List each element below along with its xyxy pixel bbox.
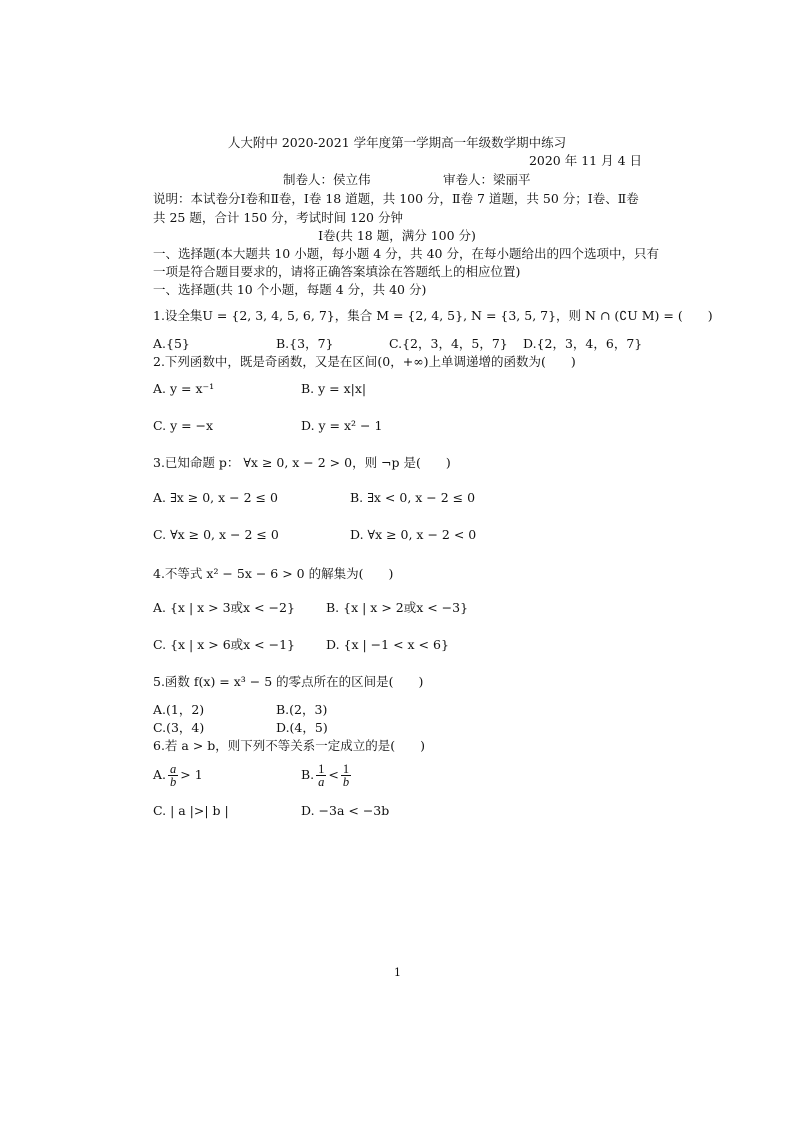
q3-option-a: A. ∃x ≥ 0, x − 2 ≤ 0 (153, 490, 278, 505)
part1-heading-repeat: 一、选择题(共 10 个小题，每题 4 分，共 40 分) (153, 282, 427, 297)
q2-option-b: B. y = x|x| (301, 381, 367, 396)
q1-option-d: D.{2，3，4，6，7} (523, 336, 643, 351)
q5-option-b: B.(2，3) (276, 702, 328, 717)
q4-option-a: A. {x | x > 3或x < −2} (153, 600, 295, 615)
q5-option-c: C.(3，4) (153, 720, 205, 735)
part1-heading-line-1: 一、选择题(本大题共 10 小题，每小题 4 分，共 40 分，在每小题给出的四个选项中，只有 (153, 246, 659, 261)
q5-option-a: A.(1，2) (153, 702, 205, 717)
exam-title: 人大附中 2020-2021 学年度第一学期高一年级数学期中练习 (227, 135, 567, 150)
q6-option-b-denominator-1: a (318, 775, 325, 789)
instructions-line-1: 说明：本试卷分Ⅰ卷和Ⅱ卷，Ⅰ卷 18 道题，共 100 分，Ⅱ卷 7 道题，共 50 分；Ⅰ卷、Ⅱ卷 (153, 191, 639, 206)
q6-option-a (153, 763, 203, 788)
volume-title: Ⅰ卷(共 18 题，满分 100 分) (318, 228, 476, 243)
q6-option-b-prefix: B. (301, 767, 315, 782)
q4-option-c: C. {x | x > 6或x < −1} (153, 637, 295, 652)
q3-option-b: B. ∃x < 0, x − 2 ≤ 0 (350, 490, 476, 505)
q6-option-b-denominator-2: b (342, 775, 350, 789)
q2-stem: 2.下列函数中，既是奇函数，又是在区间(0，+∞)上单调递增的函数为( ) (153, 354, 576, 369)
q3-option-d: D. ∀x ≥ 0, x − 2 < 0 (350, 527, 477, 542)
exam-date: 2020 年 11 月 4 日 (528, 153, 642, 168)
q6-option-a-rest: > 1 (180, 767, 203, 782)
q6-option-a-fraction (168, 763, 178, 788)
q6-option-b-numerator-1: 1 (318, 762, 325, 776)
q2-option-a: A. y = x⁻¹ (153, 381, 215, 396)
q2-option-d: D. y = x² − 1 (301, 418, 383, 433)
q6-stem: 6.若 a > b，则下列不等关系一定成立的是( ) (153, 738, 426, 753)
q3-option-c: C. ∀x ≥ 0, x − 2 ≤ 0 (153, 527, 279, 542)
q5-stem: 5.函数 f(x) = x³ − 5 的零点所在的区间是( ) (153, 674, 424, 689)
q6-option-b-numerator-2: 1 (342, 762, 350, 776)
q6-option-b-fraction-1 (316, 763, 326, 788)
q4-option-b: B. {x | x > 2或x < −3} (326, 600, 469, 615)
q1-stem: 1.设全集U = {2, 3, 4, 5, 6, 7}，集合 M = {2, 4, 5}, N = {3, 5, 7}，则 N ∩ (∁U M) = ( ) (153, 308, 713, 323)
q6-option-a-numerator: a (170, 762, 177, 776)
q6-option-b-operator: < (328, 767, 339, 782)
q6-option-b-fraction-2 (341, 763, 351, 788)
q5-option-d: D.(4，5) (276, 720, 328, 735)
q1-option-a: A.{5} (153, 336, 190, 351)
q6-option-a-denominator: b (170, 775, 177, 789)
maker: 制卷人：侯立伟 (283, 172, 371, 187)
q4-option-d: D. {x | −1 < x < 6} (326, 637, 449, 652)
q1-option-c: C.{2，3，4，5，7} (389, 336, 508, 351)
part1-heading-line-2: 一项是符合题目要求的，请将正确答案填涂在答题纸上的相应位置) (153, 264, 521, 279)
q6-option-b (301, 763, 353, 788)
instructions-line-2: 共 25 题，合计 150 分，考试时间 120 分钟 (153, 210, 403, 225)
q2-option-c: C. y = −x (153, 418, 214, 433)
q6-option-a-prefix: A. (153, 767, 167, 782)
q4-stem: 4.不等式 x² − 5x − 6 > 0 的解集为( ) (153, 566, 394, 581)
q1-option-b: B.{3，7} (276, 336, 334, 351)
q6-option-d: D. −3a < −3b (301, 803, 390, 818)
q6-option-c: C. | a |>| b | (153, 803, 229, 818)
reviewer: 审卷人：梁丽平 (443, 172, 531, 187)
page-number: 1 (394, 966, 401, 979)
q3-stem: 3.已知命题 p： ∀x ≥ 0, x − 2 > 0，则 ¬p 是( ) (153, 455, 451, 470)
